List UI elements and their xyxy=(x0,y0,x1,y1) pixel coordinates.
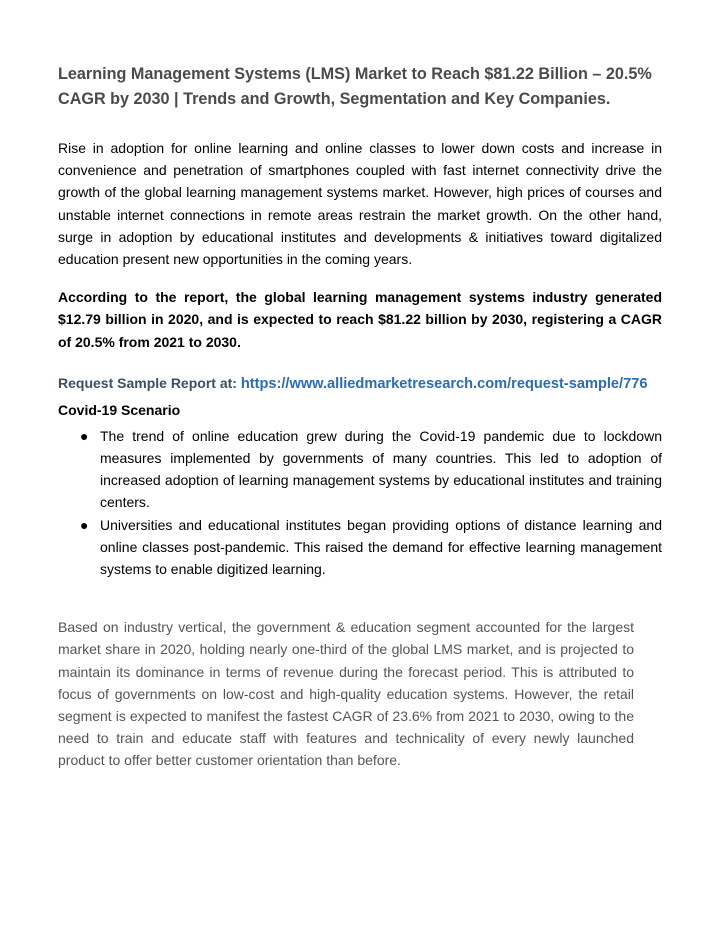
request-sample-label: Request Sample Report at: xyxy=(58,374,237,391)
bullet-dot-icon: ● xyxy=(80,427,89,444)
covid-heading: Covid-19 Scenario xyxy=(58,401,181,418)
intro-paragraph: Rise in adoption for online learning and online classes to lower down costs and increase in convenience and penetration of smartphones coupled with fast internet connectivity drive the growth of the global learning management systems market. However, high prices of courses and unstable internet connections in remote areas restrain the market growth. On the other hand, surge in adoption by educational institutes and developments & initiatives toward digitalized education present new opportunities in the coming years. xyxy=(58,140,662,268)
covid-bullet-list xyxy=(58,425,662,580)
list-item-text: Universities and educational institutes began providing options of distance learning and online classes post-pandemic. This raised the demand for effective learning management systems to enable digitized learning. xyxy=(100,516,662,578)
industry-vertical-paragraph: Based on industry vertical, the government & education segment accounted for the largest market share in 2020, holding nearly one-third of the global LMS market, and is projected to maintain its dominance in terms of revenue during the forecast period. This is attributed to focus of governments on low-cost and high-quality education systems. However, the retail segment is expected to manifest the fastest CAGR of 23.6% from 2021 to 2030, owing to the need to train and educate staff with features and technicality of every newly launched product to offer better customer orientation than before. xyxy=(58,619,634,769)
list-item xyxy=(58,425,662,514)
bullet-dot-icon: ● xyxy=(80,516,89,533)
list-item-text: The trend of online education grew during the Covid-19 pandemic due to lockdown measures implemented by governments of many countries. This led to adoption of increased adoption of learning management systems by educational institutes and training centers. xyxy=(100,427,662,511)
request-sample-link[interactable]: https://www.alliedmarketresearch.com/request-sample/776 xyxy=(240,375,648,392)
request-sample-line xyxy=(58,372,662,395)
document-page xyxy=(58,62,662,772)
page-title: Learning Management Systems (LMS) Market to Reach $81.22 Billion – 20.5% CAGR by 2030 | Trends and Growth, Segmentation and Key Companies. xyxy=(58,65,652,108)
report-summary-paragraph: According to the report, the global learning management systems industry generated $12.79 billion in 2020, and is expected to reach $81.22 billion by 2030, registering a CAGR of 20.5% from 2021 to 2030. xyxy=(58,289,662,350)
list-item xyxy=(58,514,662,581)
